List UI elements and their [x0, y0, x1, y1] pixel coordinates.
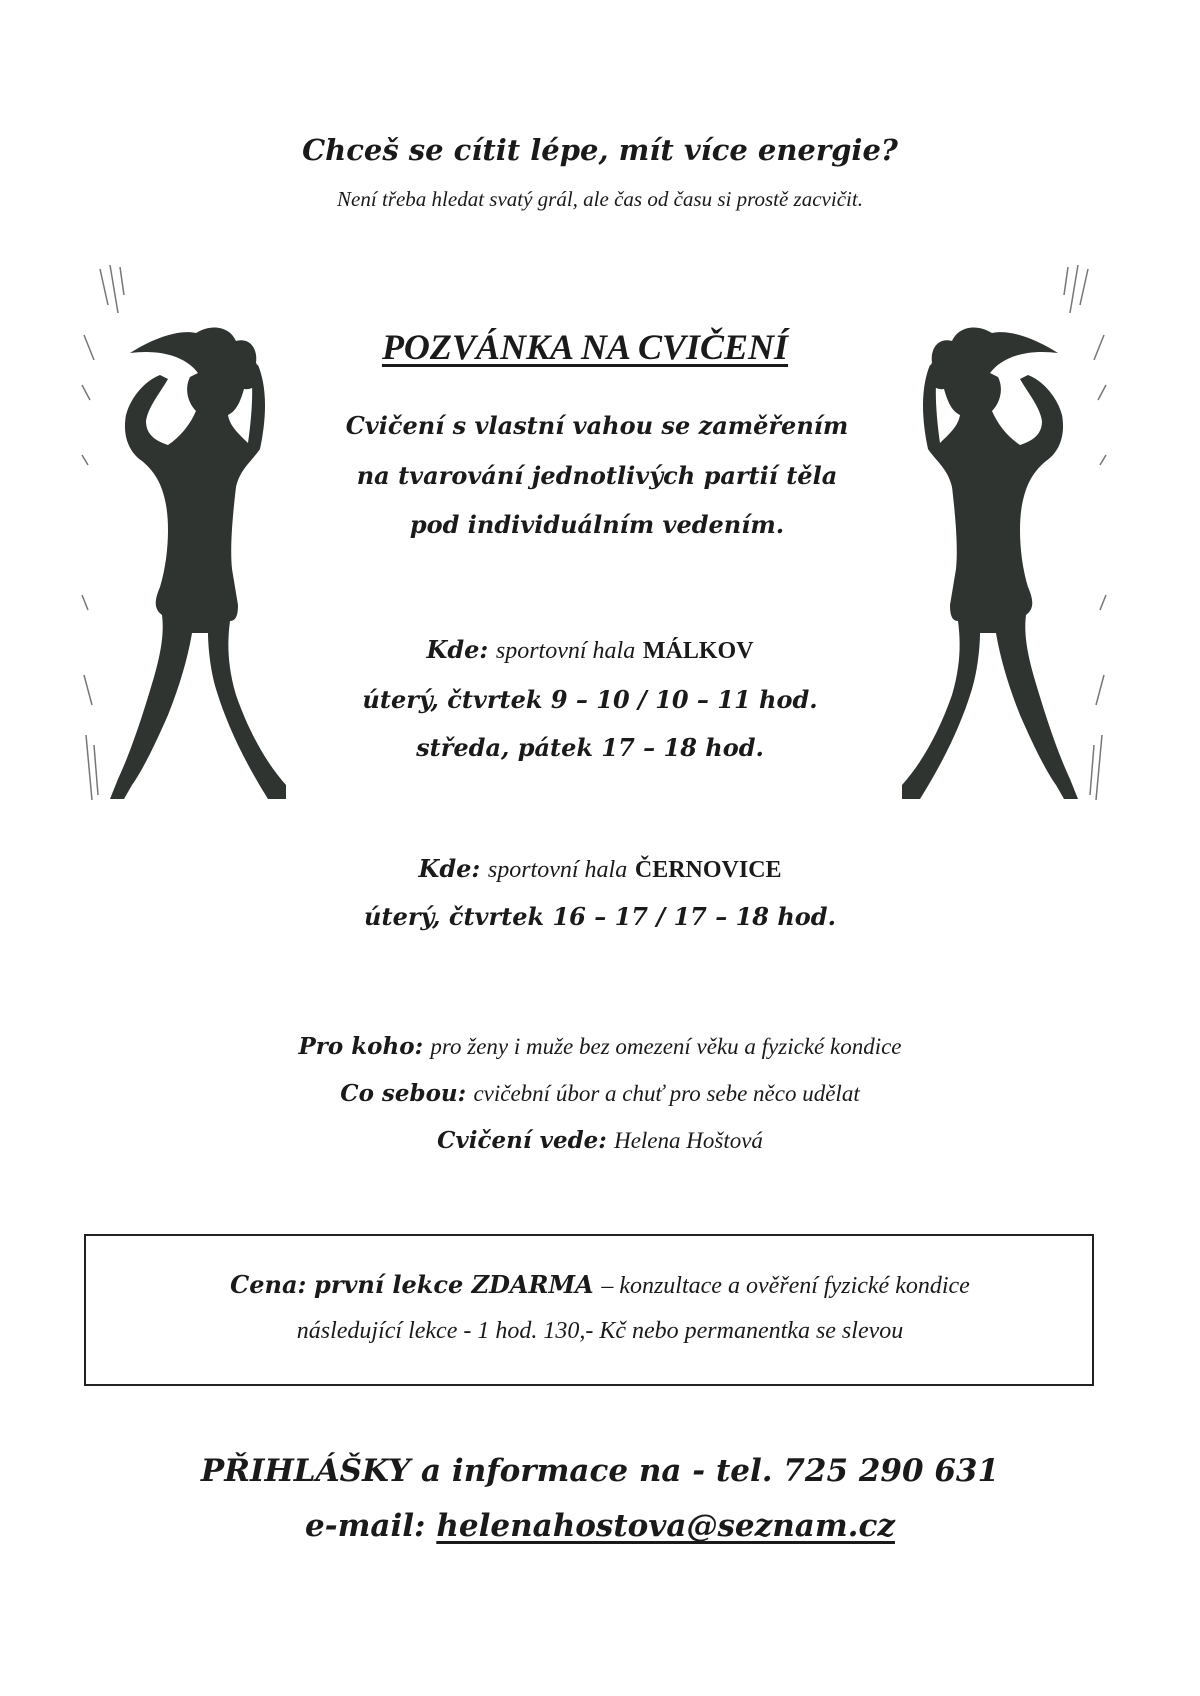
- location-cernovice: [0, 854, 1200, 884]
- woman-silhouette-icon: [80, 265, 320, 805]
- price-line: [0, 1270, 1200, 1300]
- location-place: sportovní hala: [495, 638, 636, 664]
- bring-value: cvičební úbor a chuť pro sebe něco udělat: [473, 1081, 860, 1106]
- contact-phone: PŘIHLÁŠKY a informace na - tel. 725 290 631: [200, 1453, 1000, 1489]
- email-label: e-mail:: [305, 1508, 426, 1544]
- for-whom-label: Pro koho:: [298, 1033, 424, 1060]
- page-title: POZVÁNKA NA CVIČENÍ: [381, 327, 789, 367]
- woman-silhouette-icon: [868, 265, 1108, 805]
- email-link[interactable]: helenahostova@seznam.cz: [436, 1508, 895, 1544]
- location-label: Kde:: [418, 854, 481, 883]
- subline: Není třeba hledat svatý grál, ale čas od času si prostě zacvičit.: [337, 187, 863, 211]
- leader-line: [0, 1127, 1200, 1154]
- location-name: MÁLKOV: [642, 638, 754, 664]
- schedule-line: úterý, čtvrtek 16 – 17 / 17 – 18 hod.: [364, 902, 836, 931]
- location-malkov: [300, 635, 880, 665]
- location-name: ČERNOVICE: [634, 857, 782, 883]
- headline: Chceš se cítit lépe, mít více energie?: [302, 133, 898, 167]
- schedule-line: úterý, čtvrtek 9 – 10 / 10 – 11 hod.: [362, 685, 818, 714]
- location-place: sportovní hala: [487, 857, 628, 883]
- schedule-line: středa, pátek 17 – 18 hod.: [416, 733, 764, 762]
- description-line: Cvičení s vlastní vahou se zaměřením: [345, 411, 849, 440]
- first-lesson: první lekce ZDARMA: [314, 1270, 594, 1299]
- bring-line: [0, 1080, 1200, 1107]
- for-whom-value: pro ženy i muže bez omezení věku a fyzické kondice: [430, 1034, 902, 1059]
- location-label: Kde:: [426, 635, 489, 664]
- description-line: na tvarování jednotlivých partií těla: [356, 461, 838, 490]
- leader-label: Cvičení vede:: [437, 1127, 607, 1154]
- for-whom-line: [0, 1033, 1200, 1060]
- bring-label: Co sebou:: [340, 1080, 467, 1107]
- first-lesson-note: – konzultace a ověření fyzické kondice: [601, 1273, 970, 1299]
- leader-value: Helena Hoštová: [614, 1128, 763, 1153]
- contact-email-line: [0, 1508, 1200, 1544]
- price-box: [84, 1234, 1094, 1386]
- next-lessons: následující lekce - 1 hod. 130,- Kč nebo permanentka se slevou: [296, 1318, 904, 1344]
- description-line: pod individuálním vedením.: [409, 510, 785, 539]
- price-label: Cena:: [230, 1270, 307, 1299]
